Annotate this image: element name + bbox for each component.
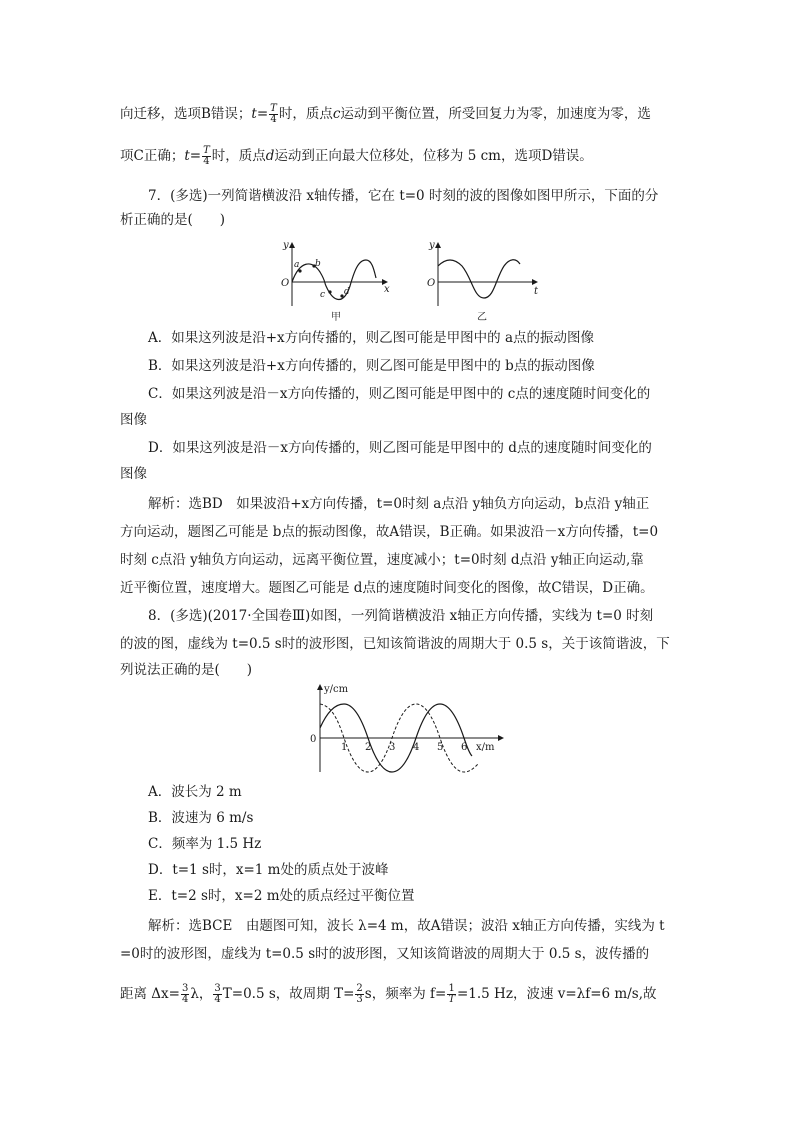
- text: 项C正确；: [120, 148, 185, 164]
- text: s，频率为 f=: [364, 986, 447, 1002]
- origin-label: O: [427, 278, 436, 289]
- x-axis-label: x/m: [476, 742, 495, 753]
- origin-label: O: [281, 278, 290, 289]
- label-c: c: [320, 290, 326, 300]
- text: 时，质点: [211, 148, 266, 164]
- tick-2: 2: [365, 742, 372, 753]
- fraction-3-4: $\frac{3}{4}$: [214, 983, 221, 1005]
- q7-answer-1: 解析：选BD 如果波沿+x方向传播，t=0时刻 a点沿 y轴负方向运动，b点沿 y轴正: [148, 496, 650, 512]
- origin-label: 0: [310, 734, 317, 745]
- figure-yi: [424, 236, 544, 324]
- text: 运动到正向最大位移处，位移为 5 cm，选项D错误。: [274, 148, 593, 164]
- q8-option-a: A．波长为 2 m: [148, 784, 242, 800]
- t-label: t: [534, 286, 539, 297]
- label-b: b: [315, 259, 321, 269]
- q7-option-a: A．如果这列波是沿+x方向传播的，则乙图可能是甲图中的 a点的振动图像: [148, 330, 595, 346]
- text: λ，: [190, 986, 213, 1002]
- q8-option-c: C．频率为 1.5 Hz: [148, 836, 262, 852]
- tick-5: 5: [437, 742, 444, 753]
- q7-option-b: B．如果这列波是沿+x方向传播的，则乙图可能是甲图中的 b点的振动图像: [148, 358, 595, 374]
- fraction-1-t: $\frac{1}{T}$: [448, 983, 455, 1005]
- t-arrow: [532, 279, 538, 285]
- caption-yi: 乙: [477, 312, 487, 323]
- point-c: [328, 290, 331, 293]
- fraction-t-over-4: $\frac{T}{4}$: [203, 145, 210, 167]
- q7-option-c-2: 图像: [120, 412, 147, 428]
- var-c: c: [332, 106, 341, 122]
- q8-option-b: B．波速为 6 m/s: [148, 810, 254, 826]
- y-label: y: [429, 240, 435, 251]
- y-arrow: [435, 242, 441, 248]
- tick-6: 6: [461, 742, 468, 753]
- q7-answer-2: 方向运动，题图乙可能是 b点的振动图像，故A错误，B正确。如果波沿－x方向传播，t=0: [120, 524, 659, 540]
- text-line-2: [120, 146, 680, 167]
- figure-jia: [278, 236, 398, 324]
- fraction-2-3: $\frac{2}{3}$: [356, 983, 363, 1005]
- tick-4: 4: [413, 742, 420, 753]
- figure-q8: [306, 680, 516, 780]
- label-d: d: [344, 287, 350, 297]
- q7-answer-4: 近平衡位置，速度增大。题图乙可能是 d点的速度随时间变化的图像，故C错误，D正确。: [120, 580, 654, 596]
- q8-answer-1: 解析：选BCE 由题图可知，波长 λ=4 m，故A错误；波沿 x轴正方向传播，实线为 t: [148, 918, 665, 934]
- y-arrow: [289, 242, 295, 248]
- text: T=0.5 s，故周期 T=: [222, 986, 355, 1002]
- q8-option-d: D．t=1 s时，x=1 m处的质点处于波峰: [148, 862, 389, 878]
- q8-option-e: E．t=2 s时，x=2 m处的质点经过平衡位置: [148, 888, 415, 904]
- caption-jia: 甲: [331, 312, 341, 323]
- var-t: t=: [184, 148, 202, 164]
- q7-answer-3: 时刻 c点沿 y轴负方向运动，远离平衡位置，速度减小；t=0时刻 d点沿 y轴正向运动,靠: [120, 552, 644, 568]
- q8-answer-3: [120, 984, 680, 1005]
- x-arrow: [498, 735, 504, 741]
- q7-stem-1: 7．(多选)一列简谐横波沿 x轴传播，它在 t=0 时刻的波的图像如图甲所示，下面的分: [148, 188, 659, 204]
- q7-stem-2: 析正确的是( ): [120, 212, 226, 228]
- y-label: y: [283, 240, 289, 251]
- label-a: a: [294, 260, 300, 270]
- text: =1.5 Hz，波速 v=λf=6 m/s,故: [456, 986, 657, 1002]
- wave-curve: [292, 260, 376, 300]
- y-axis-label: y/cm: [324, 684, 349, 695]
- text: 距离 Δx=: [120, 986, 180, 1002]
- q8-stem-1: 8．(多选)(2017·全国卷Ⅲ)如图，一列简谐横波沿 x轴正方向传播，实线为 t=0 时刻: [148, 608, 654, 624]
- var-d: d: [265, 148, 275, 164]
- text: 时，质点: [278, 106, 333, 122]
- q7-option-d-2: 图像: [120, 466, 147, 482]
- q8-stem-3: 列说法正确的是( ): [120, 662, 253, 678]
- text: 向迁移，选项B错误；: [120, 106, 252, 122]
- tick-3: 3: [389, 742, 396, 753]
- q7-option-d-1: D．如果这列波是沿－x方向传播的，则乙图可能是甲图中的 d点的速度随时间变化的: [148, 440, 652, 456]
- text-line-1: [120, 104, 680, 125]
- y-arrow: [317, 684, 323, 690]
- fraction-t-over-4: $\frac{T}{4}$: [270, 103, 277, 125]
- q8-answer-2: =0时的波形图，虚线为 t=0.5 s时的波形图，又知该简谐波的周期大于 0.5 s，波传播的: [120, 946, 650, 962]
- var-t: t=: [251, 106, 269, 122]
- text: 运动到平衡位置，所受回复力为零，加速度为零，选: [340, 106, 651, 122]
- vibration-curve: [438, 260, 520, 298]
- q7-option-c-1: C．如果这列波是沿－x方向传播的，则乙图可能是甲图中的 c点的速度随时间变化的: [148, 386, 651, 402]
- q8-stem-2: 的波的图，虚线为 t=0.5 s时的波形图，已知该简谐波的周期大于 0.5 s，关于该简谐波，下: [120, 636, 670, 652]
- fraction-3-4: $\frac{3}{4}$: [181, 983, 189, 1005]
- x-label: x: [384, 284, 390, 295]
- tick-1: 1: [341, 742, 348, 753]
